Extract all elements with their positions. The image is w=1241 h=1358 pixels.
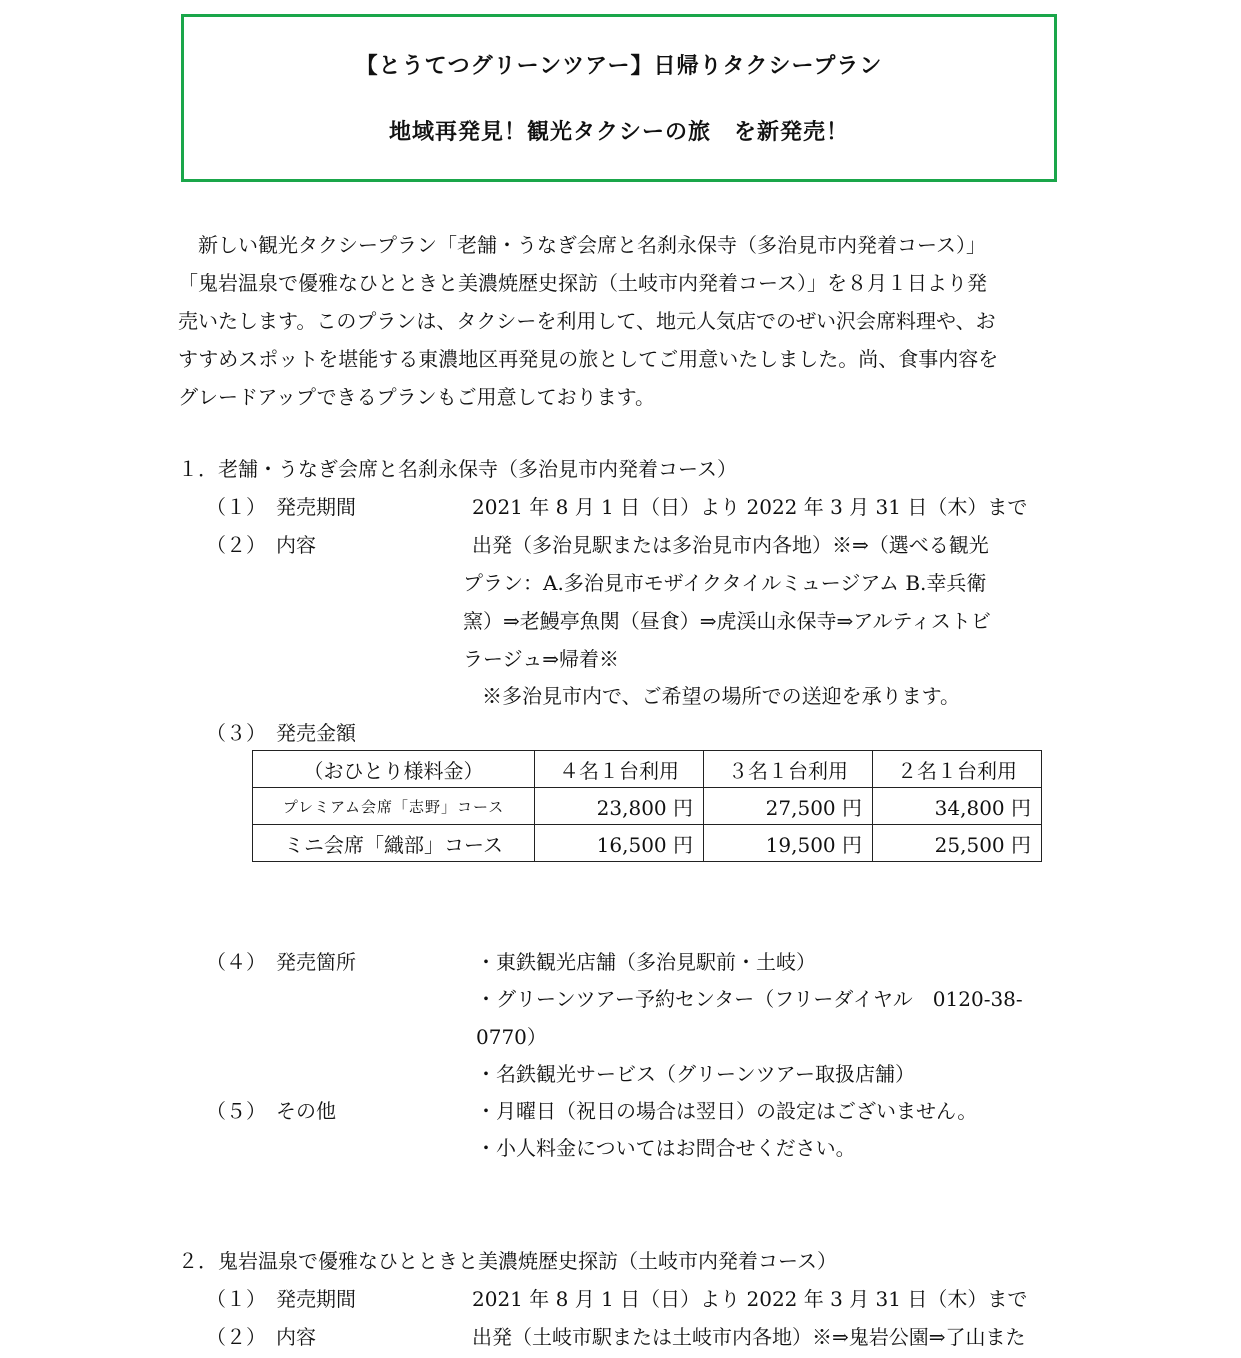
price-cell: 27,500 円: [704, 788, 873, 825]
s1-item4-line2: ・グリーンツアー予約センター（フリーダイヤル 0120-38-: [476, 987, 1023, 1011]
plan-name-1: 「老舗・うなぎ会席と名刹永保寺（多治見市内発着コース）」: [437, 233, 986, 257]
table-header-cell: ３名１台利用: [704, 751, 873, 788]
title-line-1: 【とうてつグリーンツアー】日帰りタクシープラン: [355, 54, 883, 79]
s1-item1-value: 2021 年 8 月 1 日（日）より 2022 年 3 月 31 日（木）まで: [472, 495, 1028, 519]
s1-item2-line1: 出発（多治見駅または多治見市内各地）※⇒（選べる観光: [472, 533, 989, 557]
table-header-row: [253, 751, 1042, 788]
price-cell: 23,800 円: [535, 788, 704, 825]
title-box: [181, 14, 1057, 182]
section2-heading: ２．鬼岩温泉で優雅なひとときと美濃焼歴史探訪（土岐市内発着コース）: [178, 1249, 837, 1273]
course-name: プレミアム会席「志野」コース: [253, 788, 535, 825]
s1-item2-label: （２） 内容: [206, 533, 316, 557]
s1-item5-label: （５） その他: [206, 1099, 336, 1123]
s2-item1-label: （１） 発売期間: [206, 1287, 356, 1311]
s1-item4-line4: ・名鉄観光サービス（グリーンツアー取扱店舗）: [476, 1062, 915, 1086]
s2-item1-value: 2021 年 8 月 1 日（日）より 2022 年 3 月 31 日（木）まで: [472, 1287, 1028, 1311]
table-row: [253, 788, 1042, 825]
intro-line-2: [178, 264, 1063, 302]
title-line-2: 地域再発見！観光タクシーの旅 を新発売！: [388, 120, 849, 145]
price-cell: 34,800 円: [873, 788, 1042, 825]
intro-text: 新しい観光タクシープラン: [198, 233, 437, 257]
s1-item5-line2: ・小人料金についてはお問合せください。: [476, 1136, 856, 1160]
table-header-cell: （おひとり様料金）: [253, 751, 535, 788]
price-table: [252, 750, 1042, 862]
s2-item2-label: （２） 内容: [206, 1325, 316, 1349]
intro-paragraph: [178, 226, 1063, 416]
s1-item5-line1: ・月曜日（祝日の場合は翌日）の設定はございません。: [476, 1099, 978, 1123]
table-header-cell: ２名１台利用: [873, 751, 1042, 788]
intro-text: を８月１日より発: [827, 271, 987, 295]
section1-heading: １．老舗・うなぎ会席と名刹永保寺（多治見市内発着コース）: [178, 457, 737, 481]
s1-item4-label: （４） 発売箇所: [206, 950, 356, 974]
s2-item2-line1: 出発（土岐市駅または土岐市内各地）※⇒鬼岩公園⇒了山また: [472, 1325, 1026, 1349]
table-row: [253, 825, 1042, 862]
price-cell: 25,500 円: [873, 825, 1042, 862]
s1-item2-line3: 窯）⇒老鰻亭魚関（昼食）⇒虎渓山永保寺⇒アルティストビ: [463, 609, 991, 633]
intro-line-3: 売いたします。このプランは、タクシーを利用して、地元人気店でのぜい沢会席料理や、お: [178, 309, 996, 333]
s1-item2-note: ※多治見市内で、ご希望の場所での送迎を承ります。: [482, 684, 960, 708]
s1-item1-label: （１） 発売期間: [206, 495, 356, 519]
s1-item2-line4: ラージュ⇒帰着※: [463, 647, 619, 671]
s1-item3-label: （３） 発売金額: [206, 721, 356, 745]
s1-item4-line1: ・東鉄観光店舗（多治見駅前・土岐）: [476, 950, 816, 974]
table-header-cell: ４名１台利用: [535, 751, 704, 788]
intro-line-4: すすめスポットを堪能する東濃地区再発見の旅としてご用意いたしました。尚、食事内容を: [178, 347, 999, 371]
s1-item4-line3: 0770）: [476, 1025, 547, 1049]
plan-name-2: 「鬼岩温泉で優雅なひとときと美濃焼歴史探訪（土岐市内発着コース）」: [178, 271, 827, 295]
s1-item2-line2: プラン：A.多治見市モザイクタイルミュージアム B.幸兵衛: [463, 571, 987, 595]
price-cell: 19,500 円: [704, 825, 873, 862]
intro-line-1: [178, 226, 1063, 264]
price-cell: 16,500 円: [535, 825, 704, 862]
intro-line-5: グレードアップできるプランもご用意しております。: [178, 385, 655, 409]
course-name: ミニ会席「織部」コース: [253, 825, 535, 862]
